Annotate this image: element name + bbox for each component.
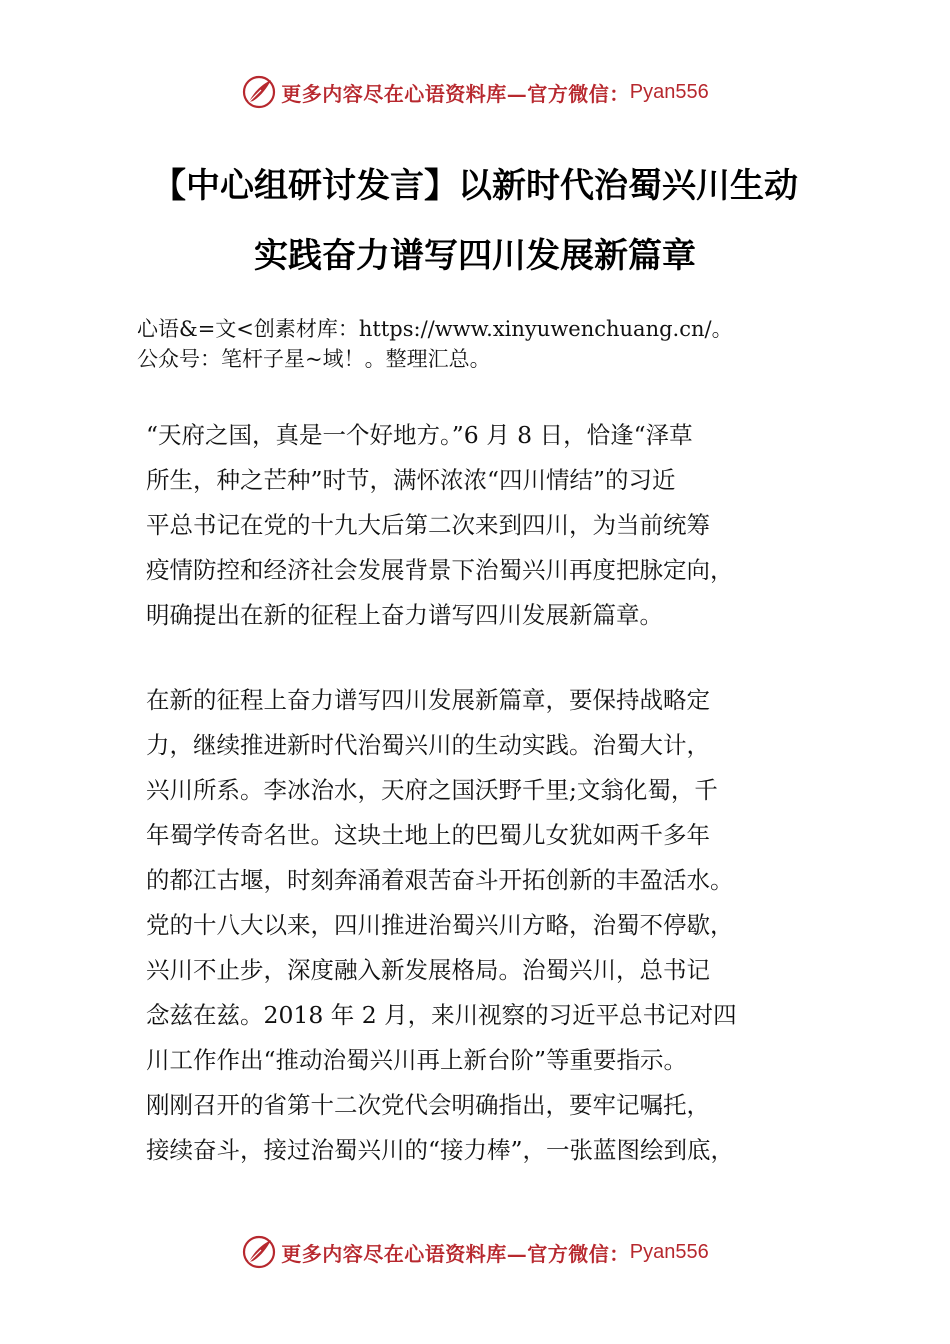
- paragraph-line: 党的十八大以来，四川推进治蜀兴川方略，治蜀不停歇，: [146, 911, 734, 939]
- paragraph-line: 平总书记在党的十九大后第二次来到四川，为当前统筹: [146, 511, 710, 539]
- paragraph-line: 刚刚召开的省第十二次党代会明确指出，要牢记嘱托，: [146, 1091, 710, 1119]
- quill-pen-logo-icon: [241, 1234, 277, 1270]
- paragraph-line: 年蜀学传奇名世。这块土地上的巴蜀儿女犹如两千多年: [146, 821, 710, 849]
- banner-text: 更多内容尽在心语资料库—官方微信：: [281, 81, 630, 106]
- footer-banner: [0, 1230, 950, 1274]
- paragraph-line: 所生，种之芒种”时节，满怀浓浓“四川情结”的习近: [146, 466, 676, 494]
- source-line-2: 公众号：笔杆子星~域！。整理汇总。: [137, 347, 491, 371]
- paragraph-line: 明确提出在新的征程上奋力谱写四川发展新篇章。: [146, 601, 663, 629]
- header-banner: [0, 70, 950, 114]
- document-title-line-2: 实践奋力谱写四川发展新篇章: [254, 236, 696, 276]
- paragraph-line: 兴川所系。李冰治水，天府之国沃野千里;文翁化蜀，千: [146, 776, 718, 804]
- source-line-1: 心语&=文<创素材库：https://www.xinyuwenchuang.cn/。: [137, 317, 733, 341]
- paragraph-line: 力，继续推进新时代治蜀兴川的生动实践。治蜀大计，: [146, 731, 710, 759]
- paragraph-line: 在新的征程上奋力谱写四川发展新篇章，要保持战略定: [146, 686, 710, 714]
- paragraph-line: 的都江古堰，时刻奔涌着艰苦奋斗开拓创新的丰盈活水。: [146, 866, 734, 894]
- quill-pen-logo-icon: [241, 74, 277, 110]
- banner-wechat-id: Pyan556: [629, 80, 709, 103]
- paragraph-line: 川工作作出“推动治蜀兴川再上新台阶”等重要指示。: [146, 1046, 688, 1074]
- source-note: [137, 314, 733, 374]
- paragraph-line: 接续奋斗，接过治蜀兴川的“接力棒”，一张蓝图绘到底，: [146, 1136, 735, 1164]
- paragraph-line: 疫情防控和经济社会发展背景下治蜀兴川再度把脉定向，: [146, 556, 734, 584]
- paragraph-1: [146, 413, 734, 638]
- banner-wechat-id: Pyan556: [629, 1240, 709, 1263]
- banner-text: 更多内容尽在心语资料库—官方微信：: [281, 1241, 630, 1266]
- paragraph-line: 念兹在兹。2018 年 2 月，来川视察的习近平总书记对四: [146, 1001, 737, 1029]
- paragraph-2: [146, 678, 737, 1173]
- paragraph-line: “天府之国，真是一个好地方。”6 月 8 日，恰逢“泽草: [146, 421, 693, 449]
- document-title-line-1: 【中心组研讨发言】以新时代治蜀兴川生动: [152, 166, 798, 206]
- paragraph-line: 兴川不止步，深度融入新发展格局。治蜀兴川，总书记: [146, 956, 710, 984]
